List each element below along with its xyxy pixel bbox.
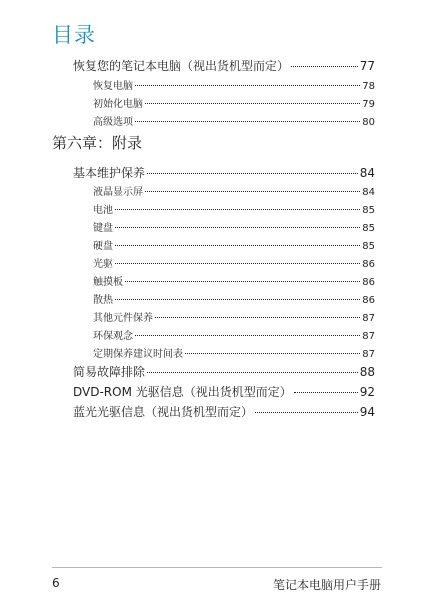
toc-entry-page: 78 xyxy=(362,81,375,92)
toc-entry[interactable] xyxy=(93,95,375,110)
page-number: 6 xyxy=(52,576,60,590)
toc-entry[interactable] xyxy=(93,273,375,288)
manual-title: 笔记本电脑用户手册 xyxy=(272,578,381,592)
dot-leader xyxy=(147,372,358,373)
dot-leader xyxy=(115,209,360,210)
toc-entry[interactable] xyxy=(93,255,375,270)
toc-entry-page: 86 xyxy=(362,295,375,306)
toc-entry[interactable] xyxy=(73,363,375,380)
dot-leader xyxy=(145,103,360,104)
toc-entry-page: 94 xyxy=(359,405,375,419)
toc-entry[interactable] xyxy=(93,77,375,92)
toc-entry-label: DVD-ROM 光驱信息（视出货机型而定） xyxy=(73,385,292,399)
toc-entry-label: 初始化电脑 xyxy=(93,99,143,110)
toc-entry-label: 环保观念 xyxy=(93,331,133,342)
toc-entry[interactable] xyxy=(93,219,375,234)
toc-entry-page: 84 xyxy=(362,187,375,198)
toc-entry[interactable] xyxy=(73,403,375,420)
dot-leader xyxy=(145,191,360,192)
toc-entry-page: 84 xyxy=(359,166,375,180)
toc-entry-page: 86 xyxy=(362,259,375,270)
toc-entry-label: 基本维护保养 xyxy=(73,166,146,180)
toc-entry-label: 恢复您的笔记本电脑（视出货机型而定） xyxy=(73,59,290,73)
toc-entry-page: 85 xyxy=(362,205,375,216)
dot-leader xyxy=(115,299,360,300)
dot-leader xyxy=(147,173,358,174)
toc-entry-label: 光驱 xyxy=(93,259,113,270)
toc-entry-label: 电池 xyxy=(93,205,113,216)
toc-entry[interactable] xyxy=(93,237,375,252)
dot-leader xyxy=(294,392,358,393)
dot-leader xyxy=(125,281,360,282)
toc-entry-page: 85 xyxy=(362,223,375,234)
toc-entry-page: 88 xyxy=(359,365,375,379)
toc-entry-page: 92 xyxy=(359,385,375,399)
toc-entry-label: 硬盘 xyxy=(93,241,113,252)
toc-entry-page: 87 xyxy=(362,313,375,324)
toc-entry-label: 液晶显示屏 xyxy=(93,187,143,198)
toc-entry-page: 87 xyxy=(362,331,375,342)
dot-leader xyxy=(115,263,360,264)
dot-leader xyxy=(115,245,360,246)
dot-leader xyxy=(155,317,360,318)
toc-entry-page: 80 xyxy=(362,117,375,128)
toc-entry-label: 蓝光光驱信息（视出货机型而定） xyxy=(73,405,254,419)
dot-leader xyxy=(115,227,360,228)
toc-entry-page: 86 xyxy=(362,277,375,288)
dot-leader xyxy=(291,66,358,67)
toc-entry[interactable] xyxy=(93,113,375,128)
chapter-heading: 第六章：附录 xyxy=(52,134,143,152)
toc-entry-page: 85 xyxy=(362,241,375,252)
dot-leader xyxy=(185,353,360,354)
toc-entry-label: 触摸板 xyxy=(93,277,123,288)
toc-entry-label: 散热 xyxy=(93,295,113,306)
dot-leader xyxy=(135,335,360,336)
toc-entry[interactable] xyxy=(73,383,375,400)
toc-entry-page: 77 xyxy=(359,59,375,73)
toc-entry[interactable] xyxy=(73,57,375,74)
toc-entry-label: 其他元件保养 xyxy=(93,313,153,324)
toc-entry[interactable] xyxy=(93,291,375,306)
toc-entry[interactable] xyxy=(93,183,375,198)
toc-entry-label: 高级选项 xyxy=(93,117,133,128)
toc-entry[interactable] xyxy=(93,201,375,216)
toc-title: 目录 xyxy=(52,23,96,47)
dot-leader xyxy=(135,85,360,86)
toc-entry-label: 定期保养建议时间表 xyxy=(93,349,183,360)
toc-entry-page: 87 xyxy=(362,349,375,360)
toc-entry-label: 恢复电脑 xyxy=(93,81,133,92)
dot-leader xyxy=(255,412,358,413)
toc-entry-label: 键盘 xyxy=(93,223,113,234)
toc-entry[interactable] xyxy=(93,327,375,342)
dot-leader xyxy=(135,121,360,122)
toc-entry-label: 简易故障排除 xyxy=(73,365,146,379)
toc-entry[interactable] xyxy=(93,309,375,324)
toc-entry[interactable] xyxy=(73,164,375,181)
footer-divider xyxy=(52,567,382,568)
toc-entry-page: 79 xyxy=(362,99,375,110)
toc-entry[interactable] xyxy=(93,345,375,360)
